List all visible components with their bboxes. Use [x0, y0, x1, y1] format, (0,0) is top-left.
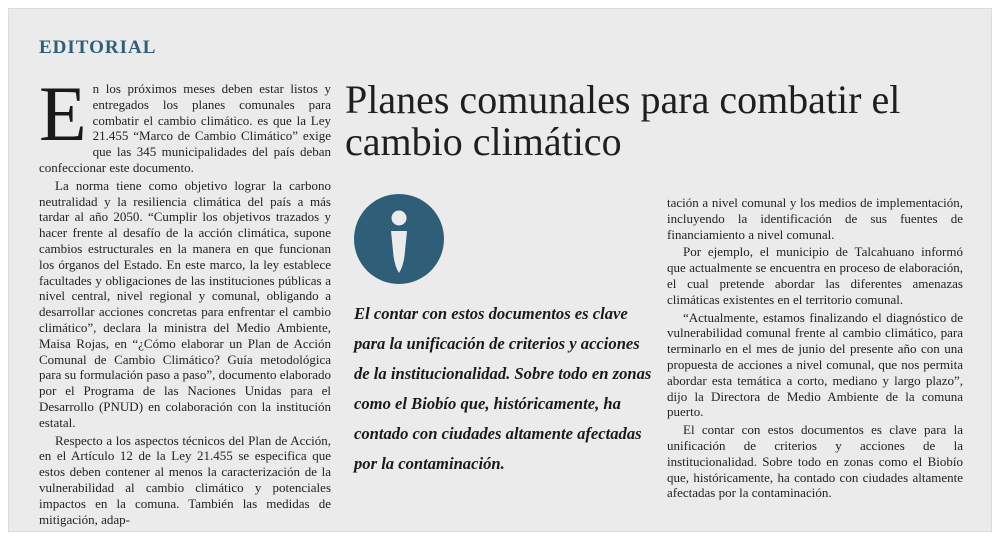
drop-cap: E	[39, 70, 87, 157]
article-paragraph: tación a nivel comunal y los medios de implementación, incluyendo la identificación de sus fuentes de financiamiento a nivel comunal.	[667, 195, 963, 242]
article-paragraph	[39, 70, 331, 176]
article-paragraph: Por ejemplo, el municipio de Talcahuano informó que actualmente se encuentra en proceso de elaboración, el cual pretende abordar las diferentes amenazas climáticas existentes en el territorio comunal.	[667, 244, 963, 307]
paragraph-text: n los próximos meses deben estar listos y entregados los planes comunales para combatir el cambio climático. es que la Ley 21.455 “Marco de Cambio Climático” exige que las 345 municipalidades del país deban confeccionar este documento.	[39, 81, 331, 175]
article-paragraph: La norma tiene como objetivo lograr la carbono neutralidad y la resiliencia climática del país a más tardar al año 2050. “Cumplir los objetivos trazados y hacer frente al desafío de la acción climática, supone cambios estructurales en la manera en que funcionan los órganos del Estado. En este marco, la ley establece facultades y obligaciones de las instituciones públicas a nivel central, nivel regional y comunal, obligando a desarrollar acciones concretas para enfrentar el cambio climático”, declara la ministra del Medio Ambiente, Maisa Rojas, en “¿Cómo elaborar un Plan de Acción Comunal de Cambio Climático? Guía metodológica para su formulación paso a paso”, documento elaborado por el Programa de las Naciones Unidas para el Desarrollo (PNUD) en colaboración con la institución estatal.	[39, 177, 331, 430]
article-paragraph: “Actualmente, estamos finalizando el diagnóstico de vulnerabilidad comunal frente al cambio climático, para terminarlo en el mes de junio del presente año con una propuesta de acciones a nivel comunal, que nos permita abordar esta temática a corto, mediano y largo plazo”, dijo la Directora de Medio Ambiente de la comuna puerto.	[667, 309, 963, 420]
info-icon	[354, 194, 444, 284]
article-column-1	[39, 70, 331, 529]
newspaper-page	[8, 8, 992, 532]
pull-quote: El contar con estos documentos es clave para la unificación de criterios y acciones de la institucionalidad. Sobre todo en zonas como el Biobío que, históricamente, ha contado con ciudades altamente afectadas por la contaminación.	[354, 304, 652, 473]
article-paragraph: Respecto a los aspectos técnicos del Plan de Acción, en el Artículo 12 de la Ley 21.455 se especifica que estos deben contener al menos la caracterización de la vulnerabilidad al cambio climático y potenciales impactos en la comuna. También las medidas de mitigación, adap-	[39, 432, 331, 527]
article-paragraph: El contar con estos documentos es clave para la unificación de criterios y acciones de la institucionalidad. Sobre todo en zonas como el Biobío que, históricamente, ha contado con ciudades altamente afectadas por la contaminación.	[667, 422, 963, 501]
headline: Planes comunales para combatir el cambio climático	[345, 77, 901, 164]
section-label: EDITORIAL	[39, 37, 157, 58]
article-column-3	[667, 195, 963, 503]
